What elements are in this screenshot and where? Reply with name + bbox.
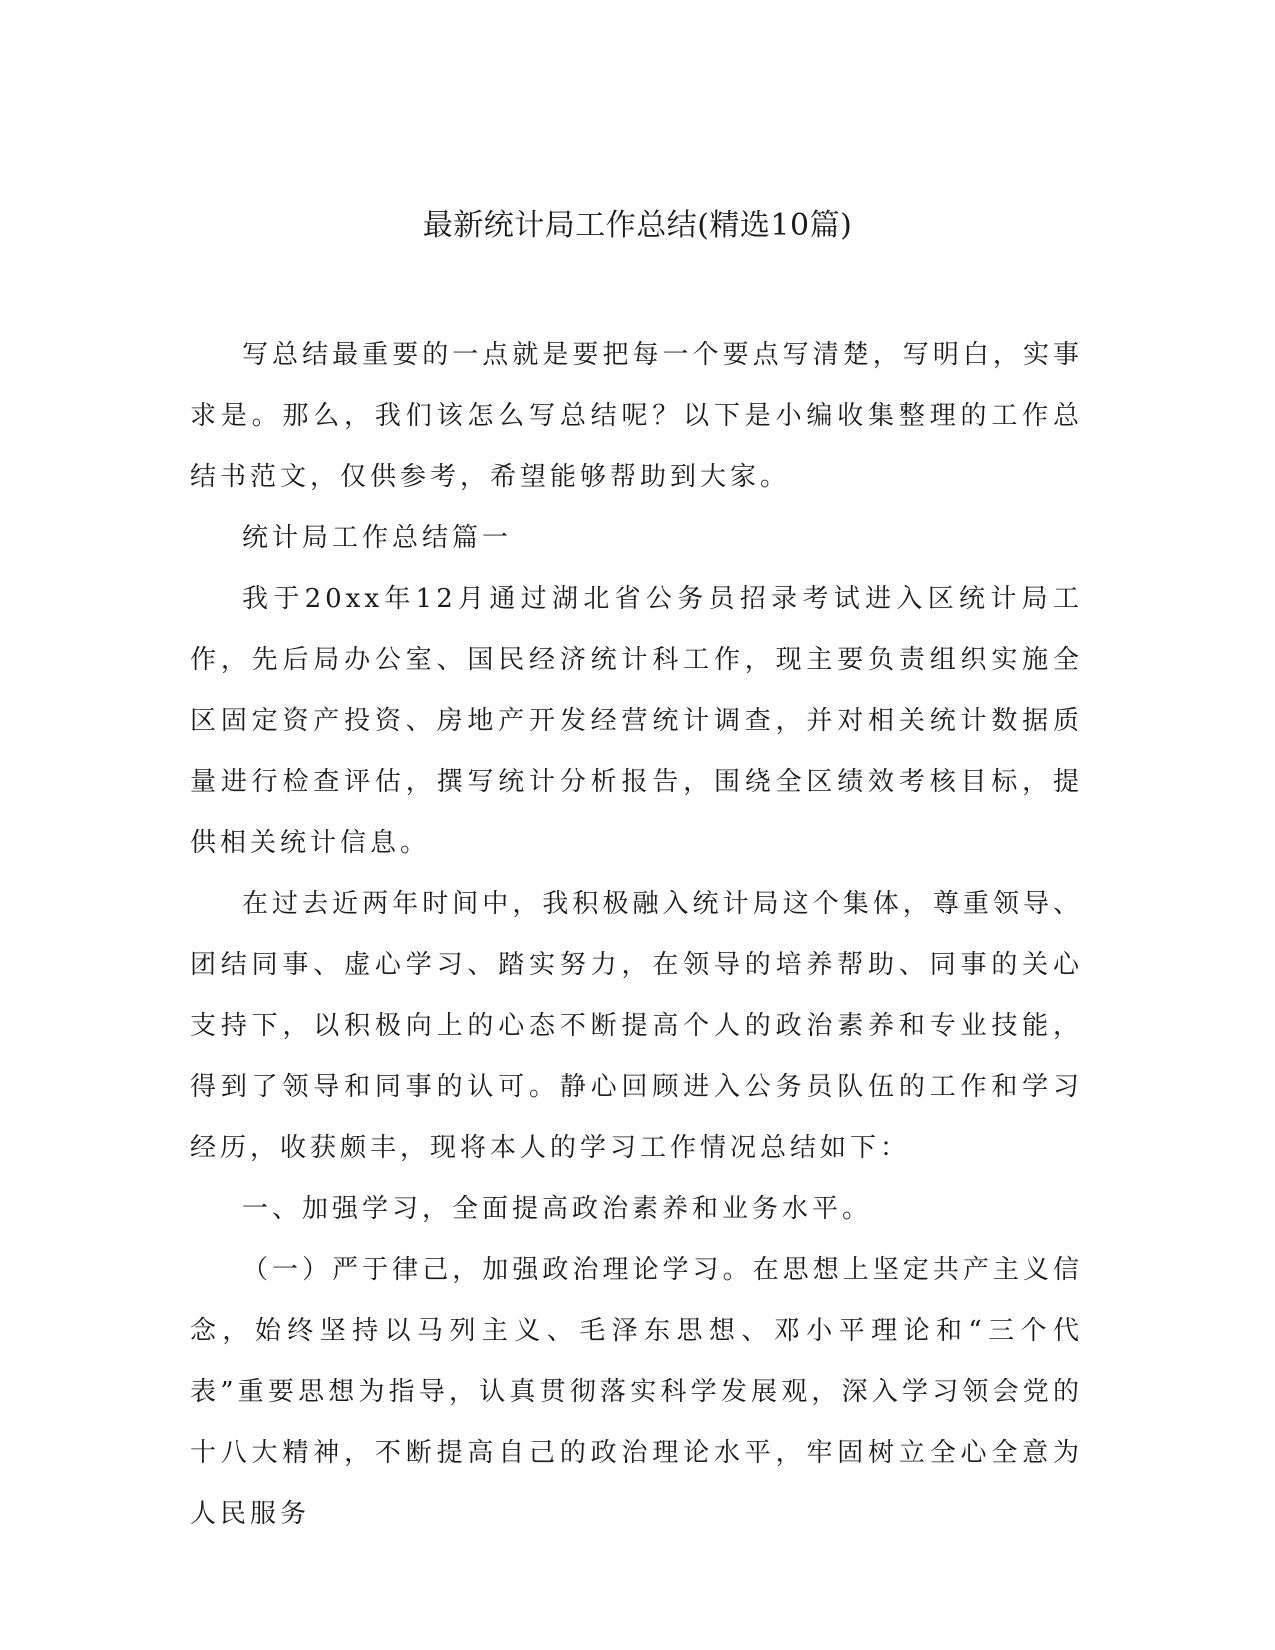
subsection-heading: 一、加强学习，全面提高政治素养和业务水平。 [242,1194,873,1224]
paragraph: （一）严于律己，加强政治理论学习。在思想上坚定共产主义信念，始终坚持以马列主义、毛泽东思想、邓小平理论和“三个代表”重要思想为指导，认真贯彻落实科学发展观，深入学习领会党的十八大精神，不断提高自己的政治理论水平，牢固树立全心全意为人民服务 [190,1255,1083,1529]
document-body [190,325,1083,1545]
paragraph-intro: 写总结最重要的一点就是要把每一个要点写清楚，写明白，实事求是。那么，我们该怎么写总结呢？以下是小编收集整理的工作总结书范文，仅供参考，希望能够帮助到大家。 [190,340,1083,492]
section-heading: 统计局工作总结篇一 [242,523,513,553]
document-title: 最新统计局工作总结(精选10篇) [422,208,853,243]
paragraph: 在过去近两年时间中，我积极融入统计局这个集体，尊重领导、团结同事、虚心学习、踏实努力，在领导的培养帮助、同事的关心支持下，以积极向上的心态不断提高个人的政治素养和专业技能，得到了领导和同事的认可。静心回顾进入公务员队伍的工作和学习经历，收获颇丰，现将本人的学习工作情况总结如下： [190,889,1083,1163]
paragraph: 我于20xx年12月通过湖北省公务员招录考试进入区统计局工作，先后局办公室、国民经济统计科工作，现主要负责组织实施全区固定资产投资、房地产开发经营统计调查，并对相关统计数据质量进行检查评估，撰写统计分析报告，围绕全区绩效考核目标，提供相关统计信息。 [190,584,1083,858]
